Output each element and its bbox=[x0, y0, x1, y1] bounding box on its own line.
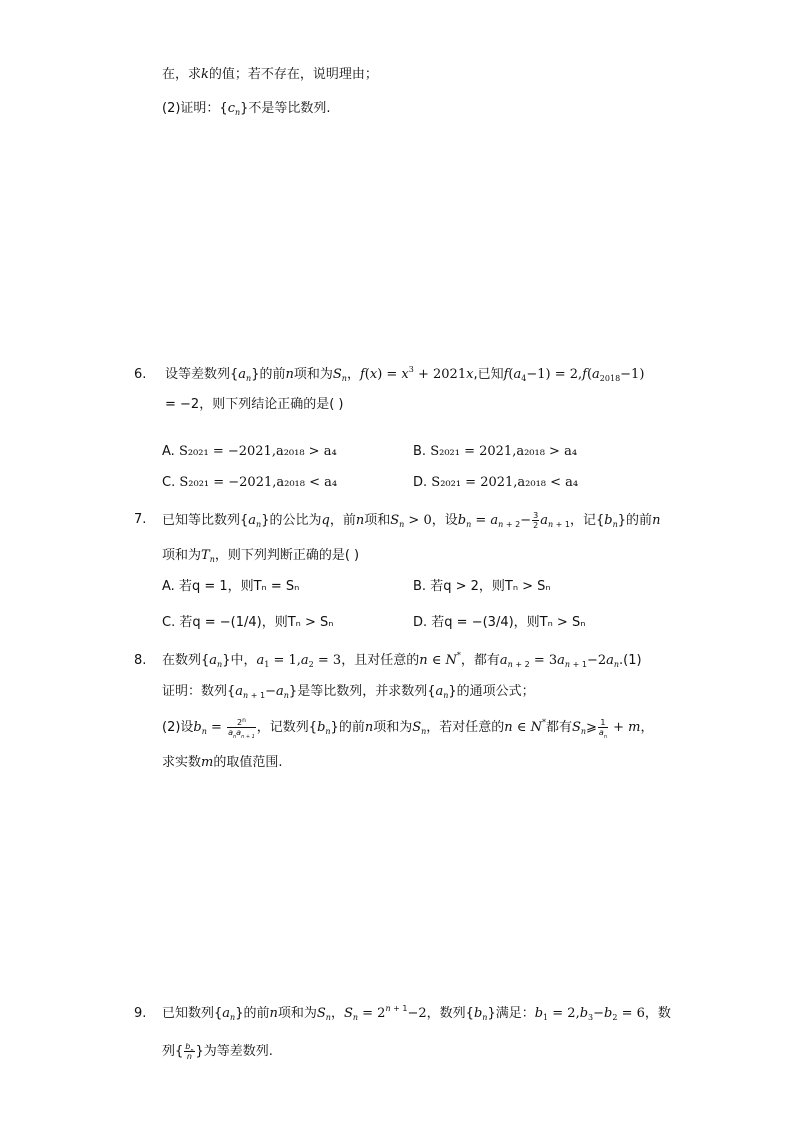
q6-option-b-text: S₂₀₂₁ = 2021,a₂₀₁₈ > a₄ bbox=[430, 444, 578, 459]
q6-option-a[interactable] bbox=[162, 443, 337, 461]
q7-option-c[interactable] bbox=[162, 614, 333, 632]
q6-option-c-label: C. bbox=[162, 475, 176, 490]
q7-option-a-label: A. bbox=[162, 579, 175, 594]
q6-option-c[interactable] bbox=[162, 474, 337, 492]
q7-option-a[interactable] bbox=[162, 578, 299, 596]
q6-option-b-label: B. bbox=[413, 444, 427, 459]
q6-option-d-text: S₂₀₂₁ = 2021,a₂₀₁₈ < a₄ bbox=[431, 475, 579, 490]
q7-option-b[interactable] bbox=[413, 578, 551, 596]
q5-continuation-rendered: 在，求k的值；若不存在，说明理由； bbox=[162, 67, 378, 82]
q8-number: 8. bbox=[134, 653, 147, 668]
q7-option-d-text: 若q = −(3/4)，则Tₙ > Sₙ bbox=[431, 615, 586, 630]
q7-option-b-text: 若q > 2，则Tₙ > Sₙ bbox=[430, 579, 551, 594]
q6-option-a-text: S₂₀₂₁ = −2021,a₂₀₁₈ > a₄ bbox=[178, 444, 337, 459]
q7-option-d[interactable] bbox=[413, 614, 585, 632]
q7-option-d-label: D. bbox=[413, 615, 428, 630]
q6-option-c-text: S₂₀₂₁ = −2021,a₂₀₁₈ < a₄ bbox=[179, 475, 338, 490]
q8-line3-rendered: (2)设$b_n$ = $\frac{2^n}{a_na_{n + 1}}$ ，记数列$\{b_n\}$的前n项和为$S_n$，若对任意的n ∈ N*都有$S_n⩾$ $\frac{1}{a_n}$ + m， bbox=[162, 717, 654, 740]
q8-line1-rendered: 在数列$\{a_n\}$中，$a_1 = 1,a_2 = 3$，且对任意的n ∈ N*，都有$a_{n + 2} = 3a_{n + 1}-2a_n.(1)$ bbox=[162, 651, 642, 669]
q6-option-b[interactable] bbox=[413, 443, 577, 461]
q7-number: 7. bbox=[134, 512, 147, 527]
q6-option-d[interactable] bbox=[413, 474, 578, 492]
q7-option-c-text: 若q = −(1/4)，则Tₙ > Sₙ bbox=[179, 615, 334, 630]
q9-line1-rendered: 已知数列$\{a_n\}$的前n项和为$S_n$，$S_n = 2^{n + 1}-2$，数列$\{b_n\}$满足：$b_1 = 2,b_3-b_2 = 6$，数 bbox=[162, 1004, 671, 1022]
q6-option-d-label: D. bbox=[413, 475, 428, 490]
q8-line2-rendered: 证明：数列$\{a_{n + 1}-a_n\}$是等比数列，并求数列$\{a_n\}$的通项公式； bbox=[162, 684, 535, 700]
q6-line1-rendered: 设等差数列$\{a_n\}$的前n项和为$S_n$，$f(x) = x^3 + 2021x$,已知$f(a_4-1) = 2,f(a_{2018}-1)$ bbox=[165, 365, 645, 383]
q5-part2-rendered: (2)证明：$\{c_n\}$不是等比数列. bbox=[162, 101, 331, 117]
q7-line1-rendered: 已知等比数列$\{a_n\}$的公比为q，前n项和$S_n > 0$，设$b_n = a_{n + 2}-$ $\frac{3}{2}$ $a_{n + 1}$，记$\{b_n\}$的前n bbox=[162, 511, 661, 530]
q6-option-a-label: A. bbox=[162, 444, 175, 459]
q7-option-a-text: 若q = 1，则Tₙ = Sₙ bbox=[178, 579, 300, 594]
q7-line2-rendered: 项和为$T_n$，则下列判断正确的是( ) bbox=[162, 548, 360, 564]
q7-option-b-label: B. bbox=[413, 579, 427, 594]
q8-line4-rendered: 求实数m的取值范围. bbox=[162, 755, 283, 770]
q9-line2-rendered: 列{ $\frac{b_n}{n}$ }为等差数列. bbox=[162, 1042, 273, 1061]
q7-option-c-label: C. bbox=[162, 615, 176, 630]
q6-line2: = −2，则下列结论正确的是( ) bbox=[165, 397, 344, 412]
q6-number: 6. bbox=[134, 367, 147, 382]
q9-number: 9. bbox=[134, 1006, 147, 1021]
